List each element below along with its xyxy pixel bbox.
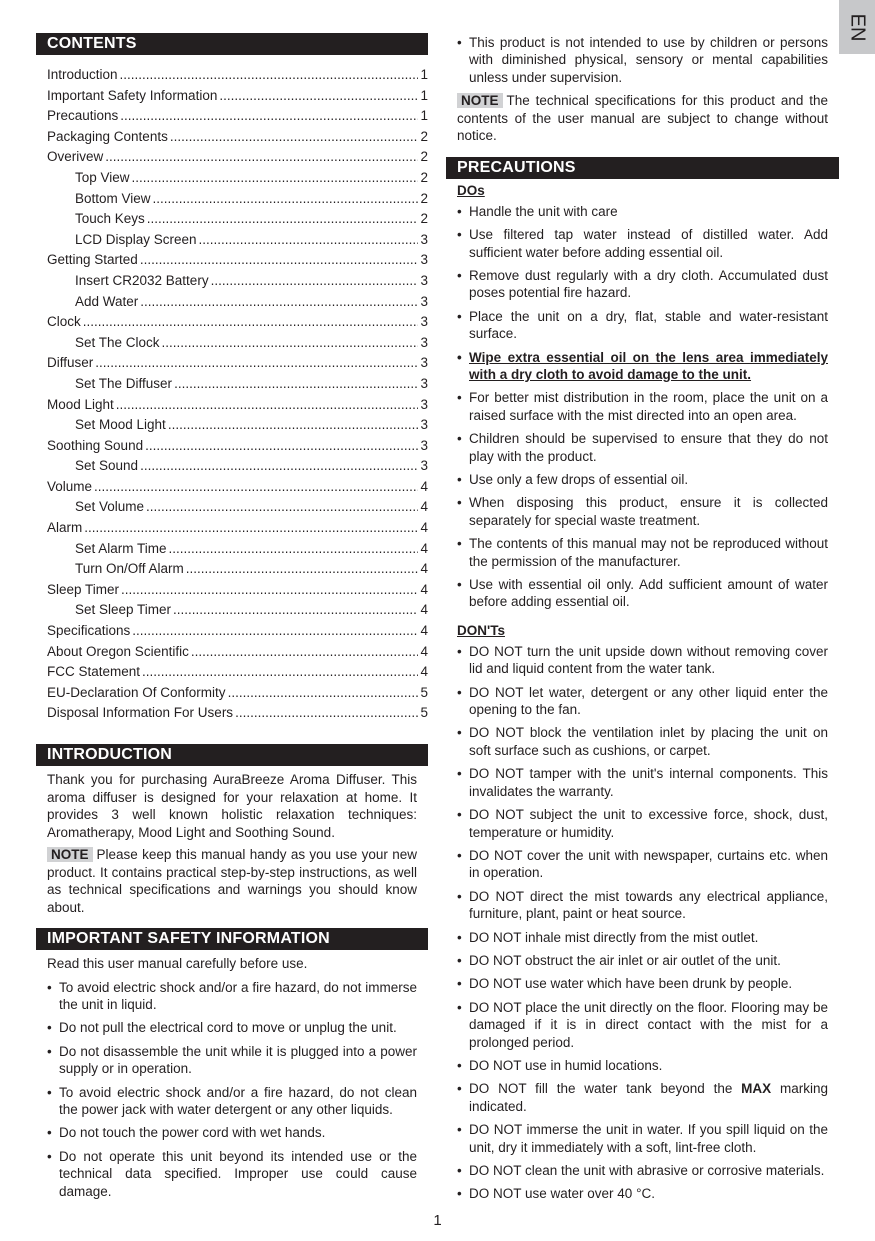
precautions-header: PRECAUTIONS bbox=[446, 157, 839, 179]
toc-leader-dots bbox=[132, 168, 419, 189]
list-item: • For better mist distribution in the room, place the unit on a raised surface with the mist directed into an open area. bbox=[457, 389, 828, 424]
toc-entry bbox=[47, 312, 428, 333]
list-item: • Do not touch the power cord with wet hands. bbox=[47, 1124, 417, 1141]
toc-entry-title: Important Safety Information bbox=[47, 87, 218, 103]
toc-leader-dots bbox=[83, 312, 419, 333]
toc-entry-title: Add Water bbox=[75, 293, 139, 309]
toc-leader-dots bbox=[162, 333, 419, 354]
list-item: • DO NOT subject the unit to excessive force, shock, dust, temperature or humidity. bbox=[457, 806, 828, 841]
list-item: • DO NOT tamper with the unit's internal components. This invalidates the warranty. bbox=[457, 765, 828, 800]
safety-list-continued bbox=[446, 34, 839, 86]
left-column bbox=[36, 0, 428, 1206]
page-number: 1 bbox=[433, 1212, 442, 1229]
toc-entry-title: Set Sleep Timer bbox=[75, 602, 172, 618]
list-item: • Remove dust regularly with a dry cloth. Accumulated dust poses potential fire hazard. bbox=[457, 267, 828, 302]
toc-page-number: 1 bbox=[420, 67, 428, 82]
list-item: • Wipe extra essential oil on the lens area immediately with a dry cloth to avoid damage to the unit. bbox=[457, 349, 828, 384]
toc-leader-dots bbox=[140, 250, 419, 271]
toc-leader-dots bbox=[173, 600, 418, 621]
introduction-body: Thank you for purchasing AuraBreeze Aroma Diffuser. This aroma diffuser is designed for your relaxation at home. It provides 3 well known holistic relaxation techniques: Aromatherapy, Mood Light and Soothing Sound. bbox=[47, 772, 417, 840]
toc-page-number: 4 bbox=[420, 520, 428, 536]
toc-entry-title: FCC Statement bbox=[47, 664, 141, 680]
list-item: • Use only a few drops of essential oil. bbox=[457, 471, 828, 488]
toc-leader-dots bbox=[95, 353, 418, 374]
toc-entry-title: Set Sound bbox=[75, 458, 139, 474]
toc-page-number: 3 bbox=[420, 437, 428, 453]
toc-entry bbox=[47, 353, 428, 374]
toc-page-number: 5 bbox=[420, 705, 428, 721]
toc-entry bbox=[47, 189, 428, 210]
list-item: • DO NOT immerse the unit in water. If you spill liquid on the unit, dry it immediately with a soft, lint-free cloth. bbox=[457, 1121, 828, 1156]
list-item: • DO NOT obstruct the air inlet or air outlet of the unit. bbox=[457, 952, 828, 969]
toc-entry bbox=[47, 518, 428, 539]
toc-entry bbox=[47, 497, 428, 518]
toc-leader-dots bbox=[84, 518, 418, 539]
introduction-note bbox=[36, 846, 428, 916]
toc-page-number: 4 bbox=[420, 623, 428, 639]
toc-entry bbox=[47, 477, 428, 498]
toc-leader-dots bbox=[105, 147, 418, 168]
safety-intro: Read this user manual carefully before use. bbox=[47, 956, 308, 971]
toc-leader-dots bbox=[219, 86, 418, 107]
toc-page-number: 3 bbox=[420, 231, 428, 247]
introduction-header: INTRODUCTION bbox=[36, 744, 428, 766]
toc-page-number: 4 bbox=[420, 664, 428, 680]
list-item: • DO NOT fill the water tank beyond the MAX marking indicated. bbox=[457, 1080, 828, 1115]
toc-entry bbox=[47, 415, 428, 436]
toc-page-number: 3 bbox=[420, 355, 428, 371]
toc-entry-title: Specifications bbox=[47, 623, 131, 639]
toc-page-number: 4 bbox=[420, 499, 428, 515]
toc-page-number: 2 bbox=[420, 128, 428, 144]
toc-leader-dots bbox=[168, 415, 419, 436]
list-item: • DO NOT block the ventilation inlet by placing the unit on soft surface such as cushions, or carpet. bbox=[457, 724, 828, 759]
toc-leader-dots bbox=[186, 559, 419, 580]
toc-entry-title: Turn On/Off Alarm bbox=[75, 561, 184, 577]
toc-entry-title: Set The Clock bbox=[75, 334, 160, 350]
toc-entry-title: Set The Diffuser bbox=[75, 375, 173, 391]
toc-entry-title: Set Mood Light bbox=[75, 417, 166, 433]
toc-page-number: 5 bbox=[420, 684, 428, 700]
toc-page-number: 1 bbox=[420, 108, 428, 124]
donts-label: DON'Ts bbox=[457, 622, 505, 638]
note-label: NOTE bbox=[457, 93, 503, 108]
toc-entry bbox=[47, 559, 428, 580]
toc-leader-dots bbox=[120, 65, 419, 86]
note-label: NOTE bbox=[47, 847, 93, 862]
toc-entry bbox=[47, 580, 428, 601]
toc-entry-title: Packaging Contents bbox=[47, 128, 168, 144]
toc-entry-title: Touch Keys bbox=[75, 211, 145, 227]
toc-entry-title: Mood Light bbox=[47, 396, 114, 412]
list-item: • To avoid electric shock and/or a fire hazard, do not clean the power jack with water detergent or any other liquids. bbox=[47, 1084, 417, 1119]
list-item: • DO NOT use water which have been drunk by people. bbox=[457, 975, 828, 992]
toc-entry bbox=[47, 250, 428, 271]
toc-leader-dots bbox=[140, 292, 418, 313]
list-item: • DO NOT inhale mist directly from the mist outlet. bbox=[457, 929, 828, 946]
toc-entry bbox=[47, 683, 428, 704]
toc-entry bbox=[47, 147, 428, 168]
toc-entry-title: Introduction bbox=[47, 67, 118, 82]
toc-entry-title: LCD Display Screen bbox=[75, 231, 197, 247]
list-item: • DO NOT use in humid locations. bbox=[457, 1057, 828, 1074]
toc-entry bbox=[47, 65, 428, 86]
right-column bbox=[446, 0, 839, 1209]
toc-page-number: 4 bbox=[420, 581, 428, 597]
toc-page-number: 4 bbox=[420, 643, 428, 659]
toc-page-number: 3 bbox=[420, 334, 428, 350]
toc-entry bbox=[47, 539, 428, 560]
list-item: • Use filtered tap water instead of distilled water. Add sufficient water before adding essential oil. bbox=[457, 226, 828, 261]
list-item: • To avoid electric shock and/or a fire hazard, do not immerse the unit in liquid. bbox=[47, 979, 417, 1014]
list-item: • Do not pull the electrical cord to move or unplug the unit. bbox=[47, 1019, 417, 1036]
toc-leader-dots bbox=[153, 189, 419, 210]
toc-page-number: 2 bbox=[420, 149, 428, 165]
toc-page-number: 1 bbox=[420, 87, 428, 103]
toc-page-number: 3 bbox=[420, 314, 428, 330]
toc-page-number: 3 bbox=[420, 458, 428, 474]
toc-page-number: 3 bbox=[420, 293, 428, 309]
toc-entry bbox=[47, 86, 428, 107]
toc-leader-dots bbox=[199, 230, 419, 251]
toc-entry-title: Clock bbox=[47, 314, 81, 330]
toc-leader-dots bbox=[170, 127, 419, 148]
toc-page-number: 4 bbox=[420, 602, 428, 618]
toc-entry bbox=[47, 209, 428, 230]
toc-entry bbox=[47, 621, 428, 642]
list-item: • DO NOT cover the unit with newspaper, curtains etc. when in operation. bbox=[457, 847, 828, 882]
toc-entry-title: Set Volume bbox=[75, 499, 145, 515]
toc-entry bbox=[47, 662, 428, 683]
toc-entry-title: Getting Started bbox=[47, 252, 138, 268]
list-item: • Children should be supervised to ensure that they do not play with the product. bbox=[457, 430, 828, 465]
toc-entry bbox=[47, 292, 428, 313]
toc-entry bbox=[47, 230, 428, 251]
toc-leader-dots bbox=[228, 683, 419, 704]
toc-page-number: 3 bbox=[420, 396, 428, 412]
note-text: Please keep this manual handy as you use your new product. It contains practical step-by-step instructions, as well as technical specifications and warnings you should know about. bbox=[47, 847, 417, 915]
list-item: • This product is not intended to use by children or persons with diminished physical, sensory or mental capabilities unless under supervision. bbox=[457, 34, 828, 86]
dos-list bbox=[446, 203, 839, 611]
toc-page-number: 3 bbox=[420, 272, 428, 288]
list-item: • Do not operate this unit beyond its intended use or the technical data specified. Improper use could cause damage. bbox=[47, 1148, 417, 1200]
toc-entry-title: Insert CR2032 Battery bbox=[75, 272, 209, 288]
toc-entry bbox=[47, 374, 428, 395]
list-item: • DO NOT place the unit directly on the floor. Flooring may be damaged if it is in direct contact with the mist for a prolonged period. bbox=[457, 999, 828, 1051]
toc-page-number: 3 bbox=[420, 375, 428, 391]
safety-list bbox=[36, 979, 428, 1200]
toc-entry-title: Disposal Information For Users bbox=[47, 705, 234, 721]
toc-leader-dots bbox=[94, 477, 418, 498]
toc-page-number: 2 bbox=[420, 190, 428, 206]
toc-leader-dots bbox=[146, 497, 418, 518]
dos-label: DOs bbox=[457, 182, 485, 198]
toc-entry bbox=[47, 127, 428, 148]
toc-leader-dots bbox=[121, 580, 418, 601]
list-item: • Use with essential oil only. Add sufficient amount of water before adding essential oil. bbox=[457, 576, 828, 611]
toc-entry bbox=[47, 642, 428, 663]
safety-note bbox=[446, 92, 839, 145]
toc-entry-title: Diffuser bbox=[47, 355, 94, 371]
donts-list bbox=[446, 643, 839, 1203]
note-text: The technical specifications for this product and the contents of the user manual are subject to change without notice. bbox=[457, 93, 828, 144]
toc-entry-title: Set Alarm Time bbox=[75, 540, 167, 556]
toc-leader-dots bbox=[174, 374, 418, 395]
toc-leader-dots bbox=[191, 642, 419, 663]
safety-header: IMPORTANT SAFETY INFORMATION bbox=[36, 928, 428, 950]
toc-leader-dots bbox=[140, 456, 418, 477]
toc-page-number: 4 bbox=[420, 478, 428, 494]
toc-entry bbox=[47, 395, 428, 416]
toc-leader-dots bbox=[211, 271, 419, 292]
toc-entry bbox=[47, 333, 428, 354]
toc-entry bbox=[47, 703, 428, 724]
table-of-contents bbox=[36, 65, 428, 724]
toc-page-number: 4 bbox=[420, 561, 428, 577]
toc-leader-dots bbox=[147, 209, 419, 230]
toc-entry bbox=[47, 600, 428, 621]
toc-leader-dots bbox=[132, 621, 418, 642]
toc-leader-dots bbox=[120, 106, 418, 127]
list-item: • DO NOT clean the unit with abrasive or corrosive materials. bbox=[457, 1162, 828, 1179]
toc-page-number: 4 bbox=[420, 540, 428, 556]
toc-entry-title: Sleep Timer bbox=[47, 581, 120, 597]
toc-entry-title: EU-Declaration Of Conformity bbox=[47, 684, 226, 700]
toc-entry bbox=[47, 436, 428, 457]
toc-entry-title: Precautions bbox=[47, 108, 119, 124]
toc-entry-title: Soothing Sound bbox=[47, 437, 144, 453]
toc-page-number: 3 bbox=[420, 252, 428, 268]
list-item: • Place the unit on a dry, flat, stable and water-resistant surface. bbox=[457, 308, 828, 343]
list-item: • Do not disassemble the unit while it is plugged into a power supply or in operation. bbox=[47, 1043, 417, 1078]
toc-page-number: 3 bbox=[420, 417, 428, 433]
toc-entry-title: About Oregon Scientific bbox=[47, 643, 189, 659]
language-tab: EN bbox=[839, 0, 875, 54]
list-item: • DO NOT let water, detergent or any other liquid enter the opening to the fan. bbox=[457, 684, 828, 719]
toc-entry bbox=[47, 168, 428, 189]
contents-header: CONTENTS bbox=[36, 33, 428, 55]
toc-entry-title: Top View bbox=[75, 169, 130, 185]
toc-entry bbox=[47, 456, 428, 477]
list-item: • DO NOT direct the mist towards any electrical appliance, furniture, plant, paint or heat source. bbox=[457, 888, 828, 923]
list-item: • DO NOT turn the unit upside down without removing cover lid and liquid content from the water tank. bbox=[457, 643, 828, 678]
toc-page-number: 2 bbox=[420, 169, 428, 185]
toc-entry-title: Alarm bbox=[47, 520, 83, 536]
list-item: • DO NOT use water over 40 °C. bbox=[457, 1185, 828, 1202]
toc-entry bbox=[47, 271, 428, 292]
toc-entry-title: Overivew bbox=[47, 149, 104, 165]
toc-leader-dots bbox=[142, 662, 418, 683]
toc-entry-title: Volume bbox=[47, 478, 93, 494]
toc-entry bbox=[47, 106, 428, 127]
toc-leader-dots bbox=[116, 395, 419, 416]
list-item: • Handle the unit with care bbox=[457, 203, 828, 220]
toc-leader-dots bbox=[169, 539, 419, 560]
toc-leader-dots bbox=[145, 436, 418, 457]
list-item: • The contents of this manual may not be reproduced without the permission of the manufacturer. bbox=[457, 535, 828, 570]
toc-leader-dots bbox=[235, 703, 418, 724]
list-item: • When disposing this product, ensure it is collected separately for special waste treatment. bbox=[457, 494, 828, 529]
toc-entry-title: Bottom View bbox=[75, 190, 151, 206]
toc-page-number: 2 bbox=[420, 211, 428, 227]
